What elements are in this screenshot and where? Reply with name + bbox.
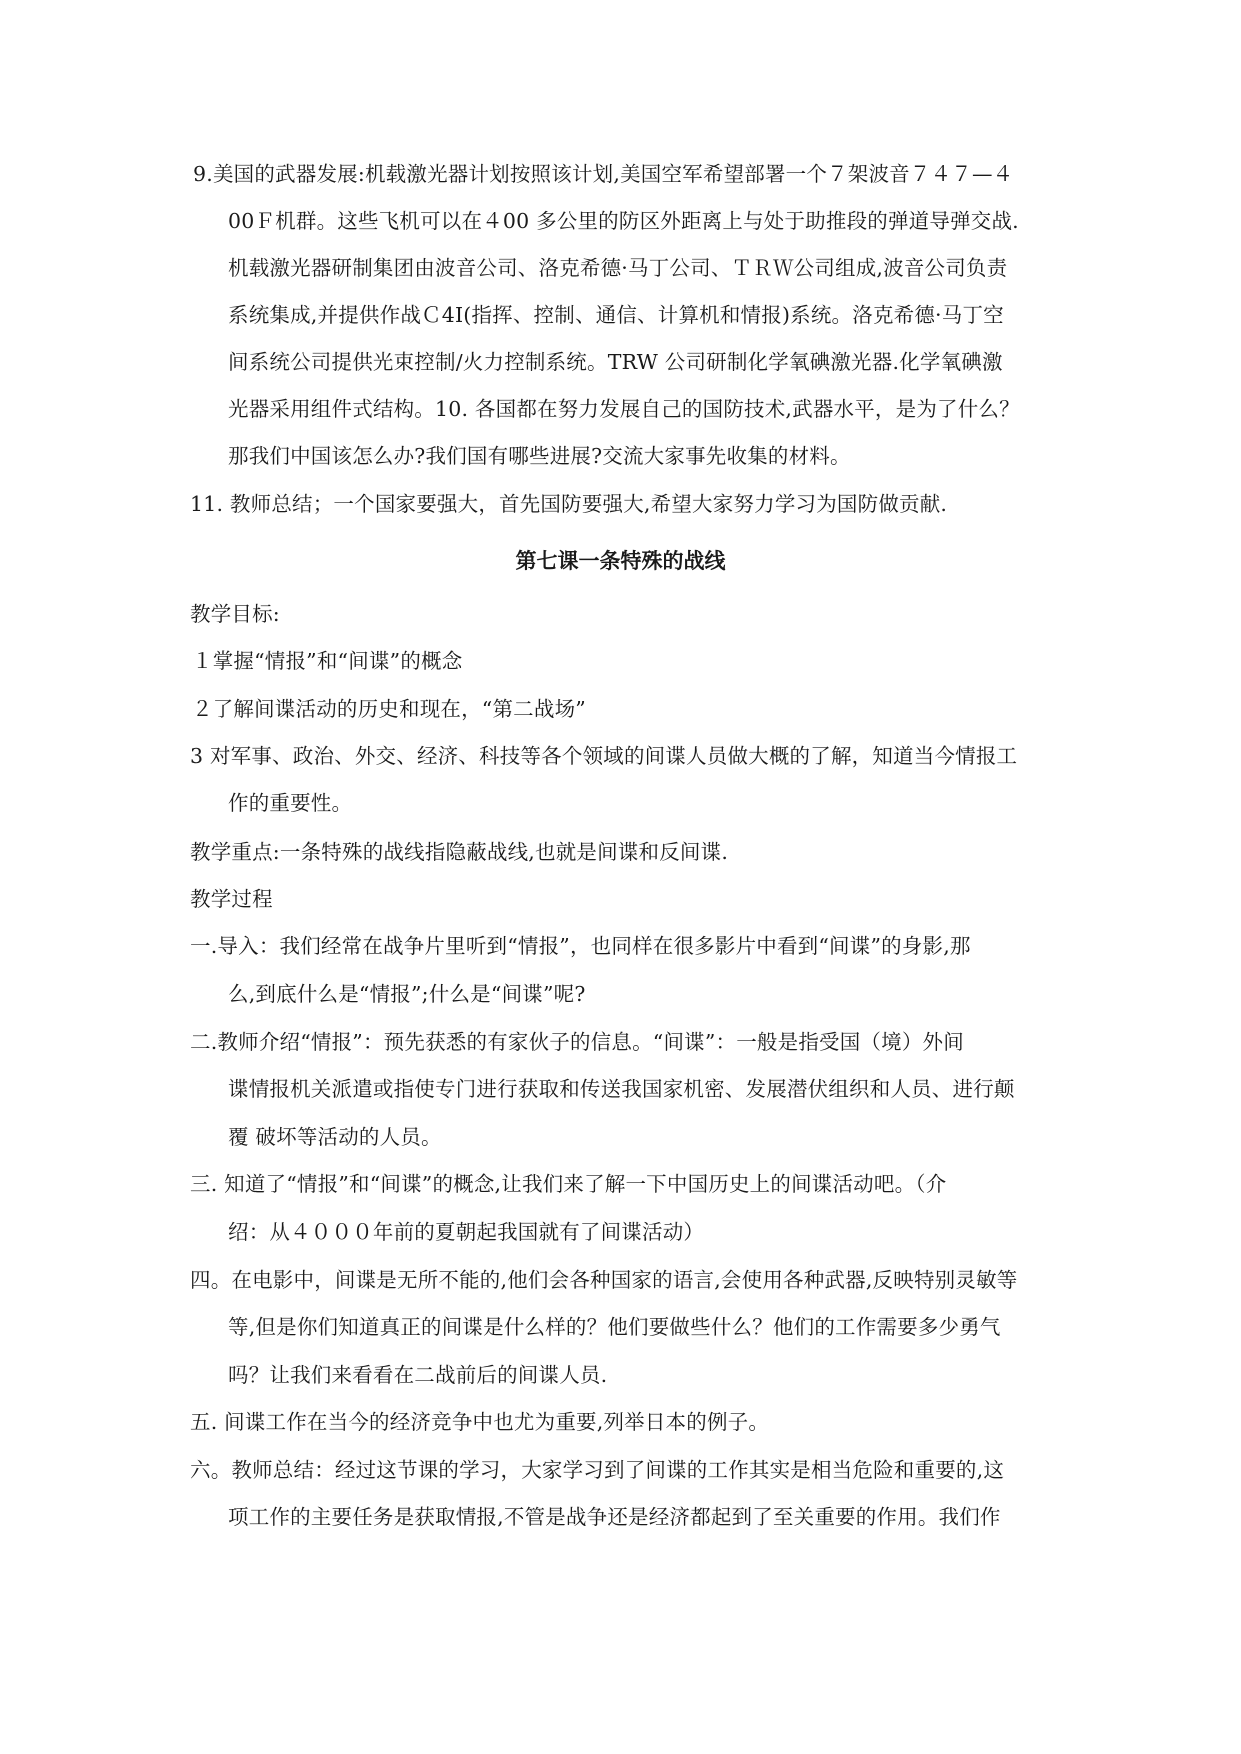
- step3-line-1: 三. 知道了“情报”和“间谍”的概念,让我们来了解一下中国历史上的间谍活动吧。（介: [190, 1172, 947, 1196]
- step5: 五. 间谍工作在当今的经济竞争中也尤为重要,列举日本的例子。: [190, 1410, 770, 1434]
- goal-3-line-1: 3 对军事、政治、外交、经济、科技等各个领域的间谍人员做大概的了解，知道当今情报工: [190, 744, 1018, 768]
- item9-line-1: 9.美国的武器发展:机载激光器计划按照该计划,美国空军希望部署一个７架波音７４７—４: [193, 162, 1014, 186]
- goal-3-line-2: 作的重要性。: [228, 791, 353, 815]
- item11: 11. 教师总结；一个国家要强大，首先国防要强大,希望大家努力学习为国防做贡献.: [190, 492, 948, 516]
- item9-line-7: 那我们中国该怎么办?我们国有哪些进展?交流大家事先收集的材料。: [228, 444, 851, 468]
- item9-line-6: 光器采用组件式结构。10. 各国都在努力发展自己的国防技术,武器水平，是为了什么？: [228, 397, 1020, 421]
- step4-line-2: 等,但是你们知道真正的间谍是什么样的？他们要做些什么？他们的工作需要多少勇气: [228, 1315, 1001, 1339]
- lesson-title: 第七课一条特殊的战线: [515, 549, 726, 573]
- process-heading: 教学过程: [190, 887, 273, 911]
- item9-line-5: 间系统公司提供光束控制/火力控制系统。TRW 公司研制化学氧碘激光器.化学氧碘激: [228, 350, 1003, 374]
- step3-line-2: 绍：从４０００年前的夏朝起我国就有了间谍活动）: [228, 1220, 705, 1244]
- goal-2: ２了解间谍活动的历史和现在，“第二战场”: [192, 697, 586, 721]
- step1-line-2: 么,到底什么是“情报”;什么是“间谍”呢?: [228, 982, 586, 1006]
- step2-line-2: 谍情报机关派遣或指使专门进行获取和传送我国家机密、发展潜伏组织和人员、进行颠: [228, 1077, 1015, 1101]
- step2-line-3: 覆 破坏等活动的人员。: [228, 1125, 442, 1149]
- step1-line-1: 一.导入：我们经常在战争片里听到“情报”，也同样在很多影片中看到“间谍”的身影,那: [190, 934, 971, 958]
- goals-heading: 教学目标:: [190, 602, 280, 626]
- item9-line-3: 机载激光器研制集团由波音公司、洛克希德·马丁公司、ＴＲＷ公司组成,波音公司负责: [228, 256, 1008, 280]
- step6-line-1: 六。教师总结：经过这节课的学习，大家学习到了间谍的工作其实是相当危险和重要的,这: [190, 1458, 1005, 1482]
- item9-line-4: 系统集成,并提供作战Ｃ4I(指挥、控制、通信、计算机和情报)系统。洛克希德·马丁空: [228, 303, 1004, 327]
- step6-line-2: 项工作的主要任务是获取情报,不管是战争还是经济都起到了至关重要的作用。我们作: [228, 1505, 1001, 1529]
- step4-line-1: 四。在电影中，间谍是无所不能的,他们会各种国家的语言,会使用各种武器,反映特别灵敏等: [190, 1268, 1018, 1292]
- step2-line-1: 二.教师介绍“情报”：预先获悉的有家伙子的信息。“间谍”：一般是指受国（境）外间: [190, 1030, 964, 1054]
- goal-1: １掌握“情报”和“间谍”的概念: [192, 649, 463, 673]
- step4-line-3: 吗？让我们来看看在二战前后的间谍人员.: [228, 1363, 608, 1387]
- item9-line-2: 00Ｆ机群。这些飞机可以在４00 多公里的防区外距离上与处于助推段的弹道导弹交战.: [228, 209, 1019, 233]
- key-point: 教学重点:一条特殊的战线指隐蔽战线,也就是间谍和反间谍.: [190, 840, 729, 864]
